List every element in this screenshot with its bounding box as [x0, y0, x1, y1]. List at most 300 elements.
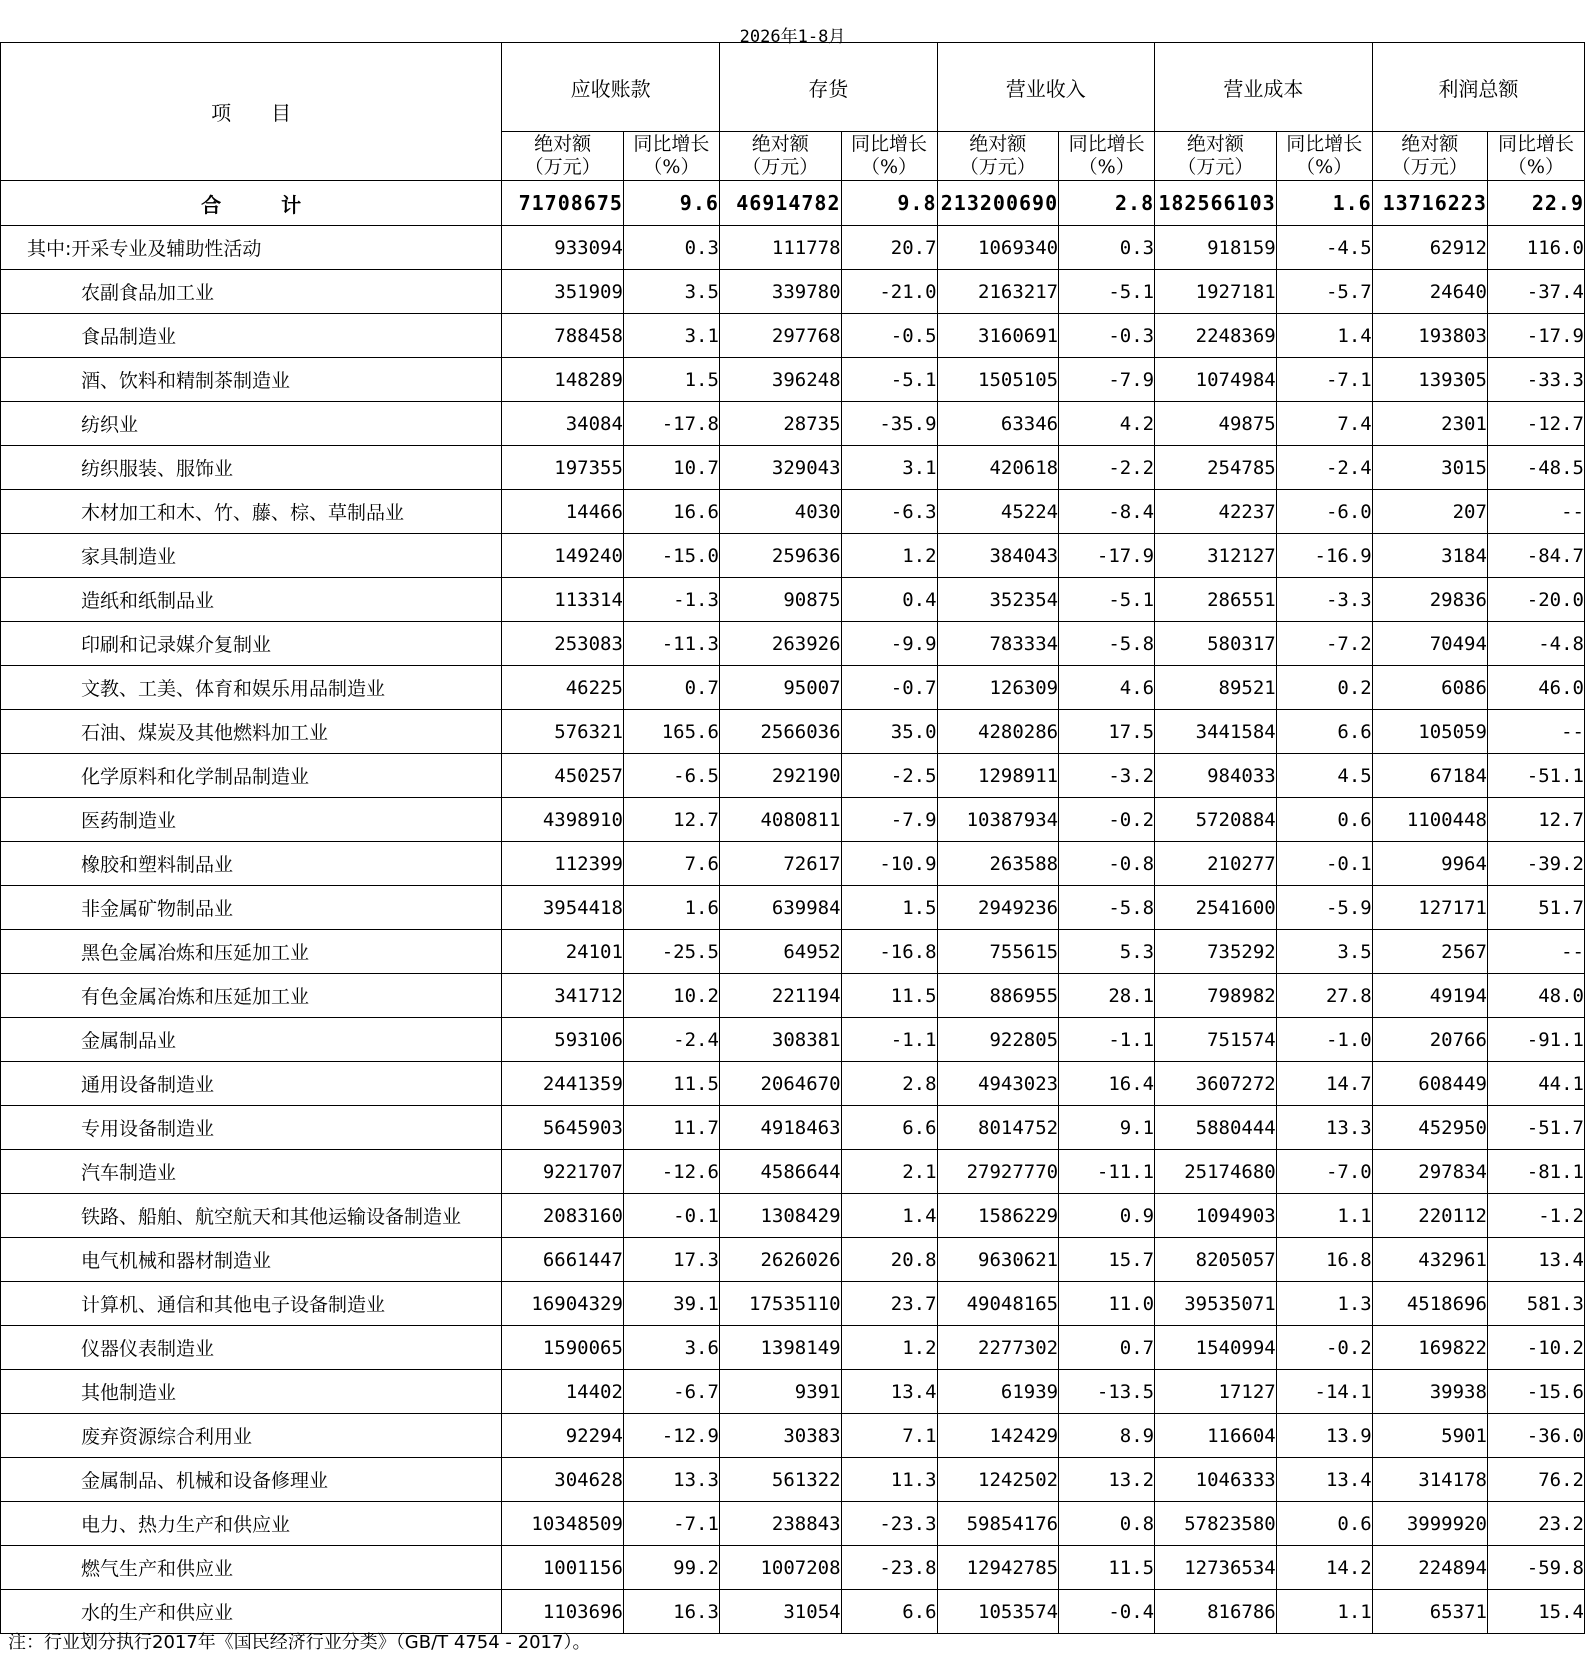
absolute-value-cell: 561322: [719, 1458, 841, 1502]
table-row: [1, 578, 1585, 622]
yoy-growth-cell: -5.8: [1059, 886, 1155, 930]
absolute-value-cell: 286551: [1155, 578, 1277, 622]
yoy-growth-cell: 1.1: [1276, 1590, 1372, 1634]
yoy-growth-cell: -51.7: [1487, 1106, 1584, 1150]
absolute-value-cell: 1100448: [1372, 798, 1487, 842]
yoy-growth-cell: 1.5: [841, 886, 937, 930]
yoy-growth-cell: 16.6: [623, 490, 719, 534]
absolute-value-cell: 42237: [1155, 490, 1277, 534]
absolute-value-cell: 341712: [502, 974, 624, 1018]
absolute-value-cell: 8014752: [937, 1106, 1059, 1150]
absolute-value-cell: 8205057: [1155, 1238, 1277, 1282]
yoy-growth-cell: 13.4: [1276, 1458, 1372, 1502]
table-row: [1, 534, 1585, 578]
yoy-growth-cell: 0.3: [1059, 226, 1155, 270]
yoy-growth-cell: 16.4: [1059, 1062, 1155, 1106]
absolute-value-cell: 20766: [1372, 1018, 1487, 1062]
absolute-value-cell: 2949236: [937, 886, 1059, 930]
absolute-value-cell: 116604: [1155, 1414, 1277, 1458]
yoy-growth-cell: -35.9: [841, 402, 937, 446]
absolute-value-cell: 2566036: [719, 710, 841, 754]
table-row: [1, 402, 1585, 446]
industry-name: 石油、煤炭及其他燃料加工业: [1, 710, 502, 754]
yoy-growth-cell: -6.5: [623, 754, 719, 798]
absolute-value-cell: 142429: [937, 1414, 1059, 1458]
yoy-growth-cell: -12.7: [1487, 402, 1584, 446]
yoy-growth-cell: -3.2: [1059, 754, 1155, 798]
table-row: [1, 270, 1585, 314]
subheader-yoy: [841, 132, 937, 181]
yoy-growth-cell: 4.5: [1276, 754, 1372, 798]
yoy-growth-cell: -17.8: [623, 402, 719, 446]
absolute-value-cell: 253083: [502, 622, 624, 666]
yoy-growth-cell: -23.3: [841, 1502, 937, 1546]
yoy-growth-cell: 7.1: [841, 1414, 937, 1458]
total-cell: 13716223: [1372, 181, 1487, 226]
absolute-value-cell: 922805: [937, 1018, 1059, 1062]
yoy-growth-cell: 1.1: [1276, 1194, 1372, 1238]
yoy-growth-cell: 15.4: [1487, 1590, 1584, 1634]
absolute-value-cell: 89521: [1155, 666, 1277, 710]
table-row: [1, 1282, 1585, 1326]
total-cell: 22.9: [1487, 181, 1584, 226]
absolute-value-cell: 1053574: [937, 1590, 1059, 1634]
yoy-growth-cell: -0.3: [1059, 314, 1155, 358]
absolute-value-cell: 2248369: [1155, 314, 1277, 358]
absolute-value-cell: 148289: [502, 358, 624, 402]
absolute-value-cell: 259636: [719, 534, 841, 578]
header-row-groups: [1, 43, 1585, 132]
absolute-value-cell: 297834: [1372, 1150, 1487, 1194]
yoy-growth-cell: -11.1: [1059, 1150, 1155, 1194]
yoy-growth-cell: 12.7: [623, 798, 719, 842]
table-row: [1, 490, 1585, 534]
absolute-value-cell: 63346: [937, 402, 1059, 446]
absolute-value-cell: 127171: [1372, 886, 1487, 930]
table-row: [1, 1414, 1585, 1458]
absolute-value-cell: 30383: [719, 1414, 841, 1458]
absolute-value-cell: 593106: [502, 1018, 624, 1062]
yoy-growth-cell: -7.0: [1276, 1150, 1372, 1194]
absolute-value-cell: 9221707: [502, 1150, 624, 1194]
yoy-growth-cell: -8.4: [1059, 490, 1155, 534]
yoy-growth-cell: 0.7: [1059, 1326, 1155, 1370]
absolute-value-cell: 139305: [1372, 358, 1487, 402]
absolute-value-cell: 1069340: [937, 226, 1059, 270]
absolute-value-cell: 984033: [1155, 754, 1277, 798]
absolute-value-cell: 576321: [502, 710, 624, 754]
absolute-value-cell: 31054: [719, 1590, 841, 1634]
absolute-value-cell: 452950: [1372, 1106, 1487, 1150]
industry-name: 电力、热力生产和供应业: [1, 1502, 502, 1546]
yoy-growth-cell: -12.6: [623, 1150, 719, 1194]
yoy-growth-cell: -9.9: [841, 622, 937, 666]
table-row: [1, 1062, 1585, 1106]
yoy-growth-cell: -1.3: [623, 578, 719, 622]
subheader-absolute-label: 绝对额: [751, 133, 809, 155]
subheader-absolute-unit: （万元）: [524, 156, 601, 178]
industry-name: 黑色金属冶炼和压延加工业: [1, 930, 502, 974]
subheader-absolute: [1155, 132, 1277, 181]
absolute-value-cell: 1927181: [1155, 270, 1277, 314]
absolute-value-cell: 17127: [1155, 1370, 1277, 1414]
absolute-value-cell: 111778: [719, 226, 841, 270]
subheader-yoy: [623, 132, 719, 181]
yoy-growth-cell: -2.4: [1276, 446, 1372, 490]
yoy-growth-cell: 1.3: [1276, 1282, 1372, 1326]
absolute-value-cell: 2163217: [937, 270, 1059, 314]
yoy-growth-cell: 39.1: [623, 1282, 719, 1326]
table-row: [1, 798, 1585, 842]
yoy-growth-cell: 23.2: [1487, 1502, 1584, 1546]
absolute-value-cell: 220112: [1372, 1194, 1487, 1238]
yoy-growth-cell: 3.6: [623, 1326, 719, 1370]
absolute-value-cell: 12942785: [937, 1546, 1059, 1590]
absolute-value-cell: 2083160: [502, 1194, 624, 1238]
absolute-value-cell: 580317: [1155, 622, 1277, 666]
absolute-value-cell: 4280286: [937, 710, 1059, 754]
absolute-value-cell: 1540994: [1155, 1326, 1277, 1370]
yoy-growth-cell: -7.1: [1276, 358, 1372, 402]
absolute-value-cell: 4398910: [502, 798, 624, 842]
absolute-value-cell: 1242502: [937, 1458, 1059, 1502]
absolute-value-cell: 24640: [1372, 270, 1487, 314]
yoy-growth-cell: 0.2: [1276, 666, 1372, 710]
absolute-value-cell: 49194: [1372, 974, 1487, 1018]
yoy-growth-cell: -5.1: [841, 358, 937, 402]
yoy-growth-cell: -48.5: [1487, 446, 1584, 490]
subheader-absolute: [502, 132, 624, 181]
yoy-growth-cell: 20.8: [841, 1238, 937, 1282]
yoy-growth-cell: -6.3: [841, 490, 937, 534]
table-row: [1, 666, 1585, 710]
yoy-growth-cell: -5.9: [1276, 886, 1372, 930]
industry-name: 计算机、通信和其他电子设备制造业: [1, 1282, 502, 1326]
table-row: [1, 974, 1585, 1018]
yoy-growth-cell: -51.1: [1487, 754, 1584, 798]
absolute-value-cell: 312127: [1155, 534, 1277, 578]
industry-name: 专用设备制造业: [1, 1106, 502, 1150]
absolute-value-cell: 29836: [1372, 578, 1487, 622]
industry-name: 电气机械和器材制造业: [1, 1238, 502, 1282]
yoy-growth-cell: -0.1: [1276, 842, 1372, 886]
absolute-value-cell: 61939: [937, 1370, 1059, 1414]
absolute-value-cell: 1007208: [719, 1546, 841, 1590]
absolute-value-cell: 3441584: [1155, 710, 1277, 754]
yoy-growth-cell: -16.9: [1276, 534, 1372, 578]
absolute-value-cell: 3015: [1372, 446, 1487, 490]
industry-name: 医药制造业: [1, 798, 502, 842]
yoy-growth-cell: -81.1: [1487, 1150, 1584, 1194]
yoy-growth-cell: --: [1487, 930, 1584, 974]
absolute-value-cell: 1298911: [937, 754, 1059, 798]
absolute-value-cell: 169822: [1372, 1326, 1487, 1370]
subheader-yoy-unit: （%）: [860, 156, 918, 178]
table-row: [1, 1458, 1585, 1502]
yoy-growth-cell: 11.0: [1059, 1282, 1155, 1326]
table-row: [1, 886, 1585, 930]
absolute-value-cell: 59854176: [937, 1502, 1059, 1546]
yoy-growth-cell: 17.5: [1059, 710, 1155, 754]
subheader-yoy: [1487, 132, 1584, 181]
absolute-value-cell: 10348509: [502, 1502, 624, 1546]
absolute-value-cell: 9391: [719, 1370, 841, 1414]
yoy-growth-cell: -33.3: [1487, 358, 1584, 402]
absolute-value-cell: 39535071: [1155, 1282, 1277, 1326]
yoy-growth-cell: 6.6: [841, 1106, 937, 1150]
industry-name: 金属制品、机械和设备修理业: [1, 1458, 502, 1502]
yoy-growth-cell: -0.2: [1059, 798, 1155, 842]
yoy-growth-cell: 1.2: [841, 534, 937, 578]
industry-name: 酒、饮料和精制茶制造业: [1, 358, 502, 402]
absolute-value-cell: 126309: [937, 666, 1059, 710]
yoy-growth-cell: -1.2: [1487, 1194, 1584, 1238]
table-row: [1, 1106, 1585, 1150]
yoy-growth-cell: -59.8: [1487, 1546, 1584, 1590]
yoy-growth-cell: --: [1487, 490, 1584, 534]
total-cell: 46914782: [719, 181, 841, 226]
subheader-yoy-unit: （%）: [1507, 156, 1564, 178]
absolute-value-cell: 4030: [719, 490, 841, 534]
absolute-value-cell: 17535110: [719, 1282, 841, 1326]
absolute-value-cell: 28735: [719, 402, 841, 446]
table-row: [1, 314, 1585, 358]
absolute-value-cell: 3607272: [1155, 1062, 1277, 1106]
industry-name: 农副食品加工业: [1, 270, 502, 314]
yoy-growth-cell: -11.3: [623, 622, 719, 666]
yoy-growth-cell: --: [1487, 710, 1584, 754]
table-row: [1, 1150, 1585, 1194]
table-row: [1, 842, 1585, 886]
yoy-growth-cell: 0.8: [1059, 1502, 1155, 1546]
absolute-value-cell: 90875: [719, 578, 841, 622]
yoy-growth-cell: 11.5: [1059, 1546, 1155, 1590]
report-period: 2026年1-8月: [739, 27, 846, 47]
absolute-value-cell: 396248: [719, 358, 841, 402]
yoy-growth-cell: 13.4: [1487, 1238, 1584, 1282]
yoy-growth-cell: 0.4: [841, 578, 937, 622]
table-row: [1, 1194, 1585, 1238]
yoy-growth-cell: 0.9: [1059, 1194, 1155, 1238]
absolute-value-cell: 751574: [1155, 1018, 1277, 1062]
absolute-value-cell: 2626026: [719, 1238, 841, 1282]
absolute-value-cell: 1505105: [937, 358, 1059, 402]
absolute-value-cell: 6661447: [502, 1238, 624, 1282]
absolute-value-cell: 450257: [502, 754, 624, 798]
yoy-growth-cell: 9.1: [1059, 1106, 1155, 1150]
industry-name: 食品制造业: [1, 314, 502, 358]
total-cell: 71708675: [502, 181, 624, 226]
table-row: [1, 1370, 1585, 1414]
yoy-growth-cell: 2.1: [841, 1150, 937, 1194]
industry-name: 其中:开采专业及辅助性活动: [1, 226, 502, 270]
absolute-value-cell: 2567: [1372, 930, 1487, 974]
absolute-value-cell: 2541600: [1155, 886, 1277, 930]
yoy-growth-cell: -39.2: [1487, 842, 1584, 886]
absolute-value-cell: 783334: [937, 622, 1059, 666]
absolute-value-cell: 95007: [719, 666, 841, 710]
subheader-yoy-label: 同比增长: [1286, 133, 1363, 155]
yoy-growth-cell: 11.3: [841, 1458, 937, 1502]
table-row: [1, 710, 1585, 754]
absolute-value-cell: 420618: [937, 446, 1059, 490]
total-cell: 2.8: [1059, 181, 1155, 226]
industry-name: 纺织业: [1, 402, 502, 446]
yoy-growth-cell: -21.0: [841, 270, 937, 314]
yoy-growth-cell: -5.1: [1059, 578, 1155, 622]
subheader-yoy-label: 同比增长: [633, 133, 710, 155]
absolute-value-cell: 10387934: [937, 798, 1059, 842]
table-row: [1, 226, 1585, 270]
absolute-value-cell: 34084: [502, 402, 624, 446]
subheader-yoy-label: 同比增长: [1497, 133, 1574, 155]
subheader-yoy: [1059, 132, 1155, 181]
industry-name: 废弃资源综合利用业: [1, 1414, 502, 1458]
absolute-value-cell: 292190: [719, 754, 841, 798]
absolute-value-cell: 5901: [1372, 1414, 1487, 1458]
yoy-growth-cell: -20.0: [1487, 578, 1584, 622]
yoy-growth-cell: 35.0: [841, 710, 937, 754]
yoy-growth-cell: 11.7: [623, 1106, 719, 1150]
yoy-growth-cell: 165.6: [623, 710, 719, 754]
subheader-yoy: [1276, 132, 1372, 181]
absolute-value-cell: 221194: [719, 974, 841, 1018]
absolute-value-cell: 735292: [1155, 930, 1277, 974]
yoy-growth-cell: 14.7: [1276, 1062, 1372, 1106]
yoy-growth-cell: -10.9: [841, 842, 937, 886]
group-header-receivables: 应收账款: [502, 43, 720, 132]
table-row: [1, 358, 1585, 402]
industry-name: 非金属矿物制品业: [1, 886, 502, 930]
absolute-value-cell: 4943023: [937, 1062, 1059, 1106]
yoy-growth-cell: -6.7: [623, 1370, 719, 1414]
absolute-value-cell: 263926: [719, 622, 841, 666]
absolute-value-cell: 3160691: [937, 314, 1059, 358]
subheader-absolute: [719, 132, 841, 181]
table-row: [1, 1502, 1585, 1546]
absolute-value-cell: 3999920: [1372, 1502, 1487, 1546]
absolute-value-cell: 16904329: [502, 1282, 624, 1326]
absolute-value-cell: 432961: [1372, 1238, 1487, 1282]
yoy-growth-cell: 7.6: [623, 842, 719, 886]
yoy-growth-cell: 10.7: [623, 446, 719, 490]
yoy-growth-cell: -7.1: [623, 1502, 719, 1546]
yoy-growth-cell: 10.2: [623, 974, 719, 1018]
subheader-absolute: [937, 132, 1059, 181]
absolute-value-cell: 297768: [719, 314, 841, 358]
absolute-value-cell: 3184: [1372, 534, 1487, 578]
absolute-value-cell: 918159: [1155, 226, 1277, 270]
absolute-value-cell: 149240: [502, 534, 624, 578]
industry-name: 其他制造业: [1, 1370, 502, 1414]
yoy-growth-cell: -14.1: [1276, 1370, 1372, 1414]
absolute-value-cell: 25174680: [1155, 1150, 1277, 1194]
table-row: [1, 1546, 1585, 1590]
absolute-value-cell: 46225: [502, 666, 624, 710]
absolute-value-cell: 351909: [502, 270, 624, 314]
absolute-value-cell: 39938: [1372, 1370, 1487, 1414]
absolute-value-cell: 238843: [719, 1502, 841, 1546]
group-header-profit: 利润总额: [1372, 43, 1584, 132]
absolute-value-cell: 5645903: [502, 1106, 624, 1150]
yoy-growth-cell: -15.0: [623, 534, 719, 578]
absolute-value-cell: 4918463: [719, 1106, 841, 1150]
absolute-value-cell: 24101: [502, 930, 624, 974]
absolute-value-cell: 57823580: [1155, 1502, 1277, 1546]
yoy-growth-cell: 28.1: [1059, 974, 1155, 1018]
industry-name: 仪器仪表制造业: [1, 1326, 502, 1370]
yoy-growth-cell: -7.9: [841, 798, 937, 842]
absolute-value-cell: 886955: [937, 974, 1059, 1018]
yoy-growth-cell: -7.2: [1276, 622, 1372, 666]
total-cell: 1.6: [1276, 181, 1372, 226]
subheader-yoy-unit: （%）: [643, 156, 700, 178]
absolute-value-cell: 1590065: [502, 1326, 624, 1370]
industry-name: 纺织服装、服饰业: [1, 446, 502, 490]
yoy-growth-cell: -0.7: [841, 666, 937, 710]
yoy-growth-cell: -84.7: [1487, 534, 1584, 578]
absolute-value-cell: 639984: [719, 886, 841, 930]
subheader-yoy-unit: （%）: [1296, 156, 1353, 178]
yoy-growth-cell: 11.5: [841, 974, 937, 1018]
absolute-value-cell: 798982: [1155, 974, 1277, 1018]
yoy-growth-cell: 1.6: [623, 886, 719, 930]
yoy-growth-cell: 7.4: [1276, 402, 1372, 446]
absolute-value-cell: 27927770: [937, 1150, 1059, 1194]
yoy-growth-cell: -17.9: [1487, 314, 1584, 358]
absolute-value-cell: 1398149: [719, 1326, 841, 1370]
yoy-growth-cell: -23.8: [841, 1546, 937, 1590]
item-column-header: 项 目: [1, 43, 502, 181]
industry-name: 金属制品业: [1, 1018, 502, 1062]
subheader-yoy-label: 同比增长: [1068, 133, 1145, 155]
absolute-value-cell: 70494: [1372, 622, 1487, 666]
absolute-value-cell: 304628: [502, 1458, 624, 1502]
total-cell: 182566103: [1155, 181, 1277, 226]
absolute-value-cell: 339780: [719, 270, 841, 314]
absolute-value-cell: 3954418: [502, 886, 624, 930]
yoy-growth-cell: -1.1: [841, 1018, 937, 1062]
subheader-absolute-unit: （万元）: [959, 156, 1036, 178]
absolute-value-cell: 197355: [502, 446, 624, 490]
yoy-growth-cell: 11.5: [623, 1062, 719, 1106]
subheader-absolute-unit: （万元）: [1391, 156, 1468, 178]
subheader-absolute-unit: （万元）: [742, 156, 819, 178]
yoy-growth-cell: 1.4: [841, 1194, 937, 1238]
yoy-growth-cell: -0.4: [1059, 1590, 1155, 1634]
group-header-revenue: 营业收入: [937, 43, 1155, 132]
absolute-value-cell: 207: [1372, 490, 1487, 534]
industry-name: 橡胶和塑料制品业: [1, 842, 502, 886]
yoy-growth-cell: -12.9: [623, 1414, 719, 1458]
yoy-growth-cell: 8.9: [1059, 1414, 1155, 1458]
absolute-value-cell: 788458: [502, 314, 624, 358]
absolute-value-cell: 4586644: [719, 1150, 841, 1194]
yoy-growth-cell: 12.7: [1487, 798, 1584, 842]
yoy-growth-cell: -15.6: [1487, 1370, 1584, 1414]
industry-name: 通用设备制造业: [1, 1062, 502, 1106]
industry-name: 印刷和记录媒介复制业: [1, 622, 502, 666]
absolute-value-cell: 4518696: [1372, 1282, 1487, 1326]
yoy-growth-cell: 27.8: [1276, 974, 1372, 1018]
absolute-value-cell: 62912: [1372, 226, 1487, 270]
industry-finance-table: [0, 42, 1585, 1634]
absolute-value-cell: 5880444: [1155, 1106, 1277, 1150]
yoy-growth-cell: 3.1: [841, 446, 937, 490]
absolute-value-cell: 384043: [937, 534, 1059, 578]
absolute-value-cell: 755615: [937, 930, 1059, 974]
yoy-growth-cell: -16.8: [841, 930, 937, 974]
